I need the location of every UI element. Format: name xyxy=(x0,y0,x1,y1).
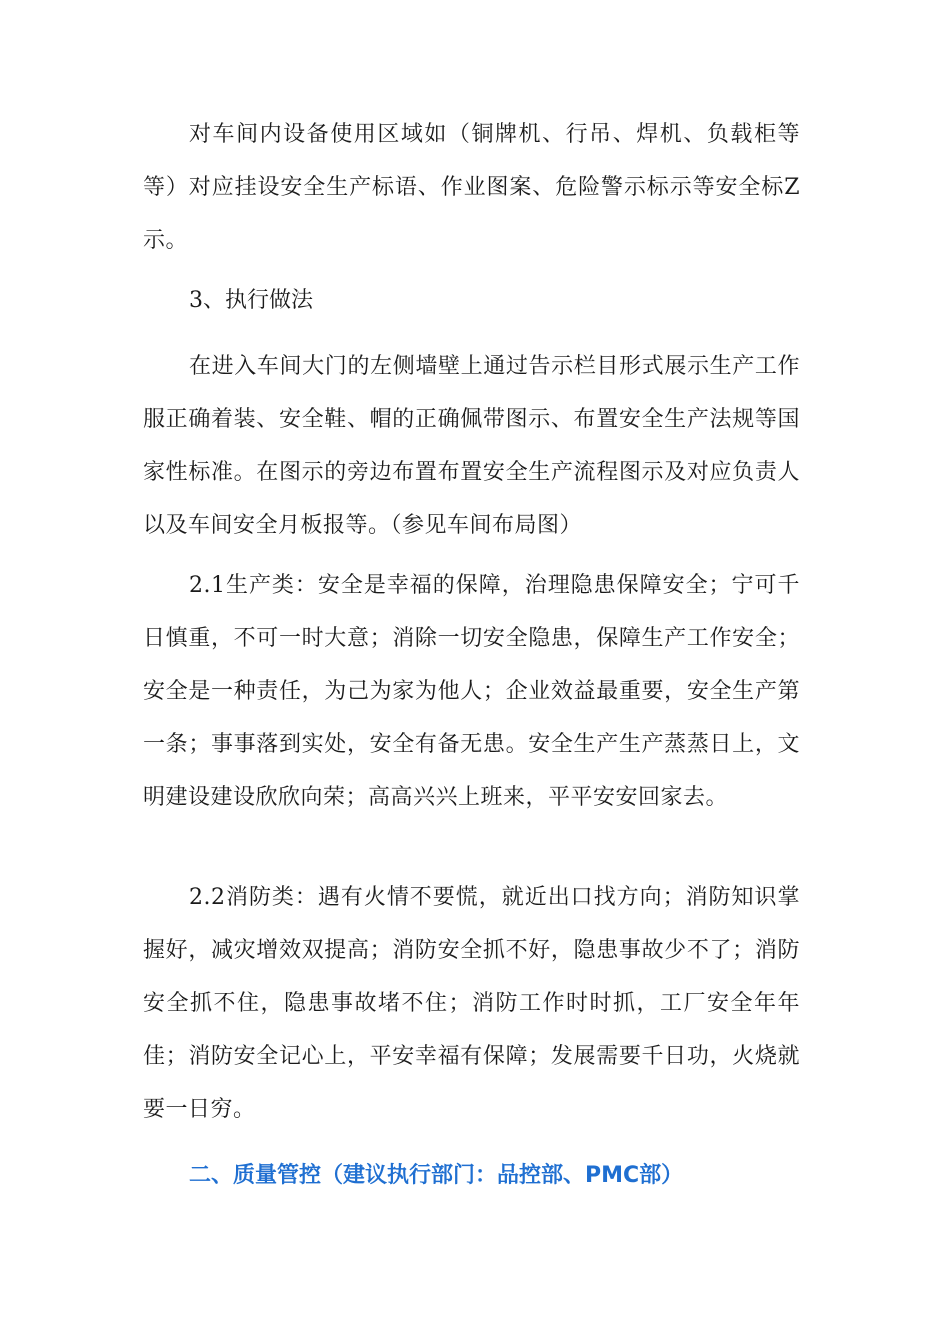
paragraph-equipment-signage: 对车间内设备使用区域如（铜牌机、行吊、焊机、负载柜等等）对应挂设安全生产标语、作业图案、危险警示标示等安全标Z示。 xyxy=(143,122,800,253)
subheading-execution-method: 3、执行做法 xyxy=(189,288,313,313)
section-heading-quality-control: 二、质量管控（建议执行部门：品控部、PMC部） xyxy=(189,1163,684,1188)
paragraph-production-slogans: 2.1生产类：安全是幸福的保障，治理隐患保障安全；宁可千日慎重，不可一时大意；消除一切安全隐患，保障生产工作安全；安全是一种责任，为己为家为他人；企业效益最重要，安全生产第一条；事事落到实处，安全有备无患。安全生产生产蒸蒸日上，文明建设建设欣欣向荣；高高兴兴上班来，平平安安回家去。 xyxy=(143,573,800,810)
paragraph-workshop-display: 在进入车间大门的左侧墙壁上通过告示栏目形式展示生产工作服正确着装、安全鞋、帽的正确佩带图示、布置安全生产法规等国家性标准。在图示的旁边布置布置安全生产流程图示及对应负责人以及车间安全月板报等。（参见车间布局图） xyxy=(143,354,800,538)
paragraph-fire-safety-slogans: 2.2消防类：遇有火情不要慌，就近出口找方向；消防知识掌握好，减灾增效双提高；消防安全抓不好，隐患事故少不了；消防安全抓不住，隐患事故堵不住；消防工作时时抓，工厂安全年年佳；消防安全记心上，平安幸福有保障；发展需要千日功，火烧就要一日穷。 xyxy=(143,885,800,1122)
